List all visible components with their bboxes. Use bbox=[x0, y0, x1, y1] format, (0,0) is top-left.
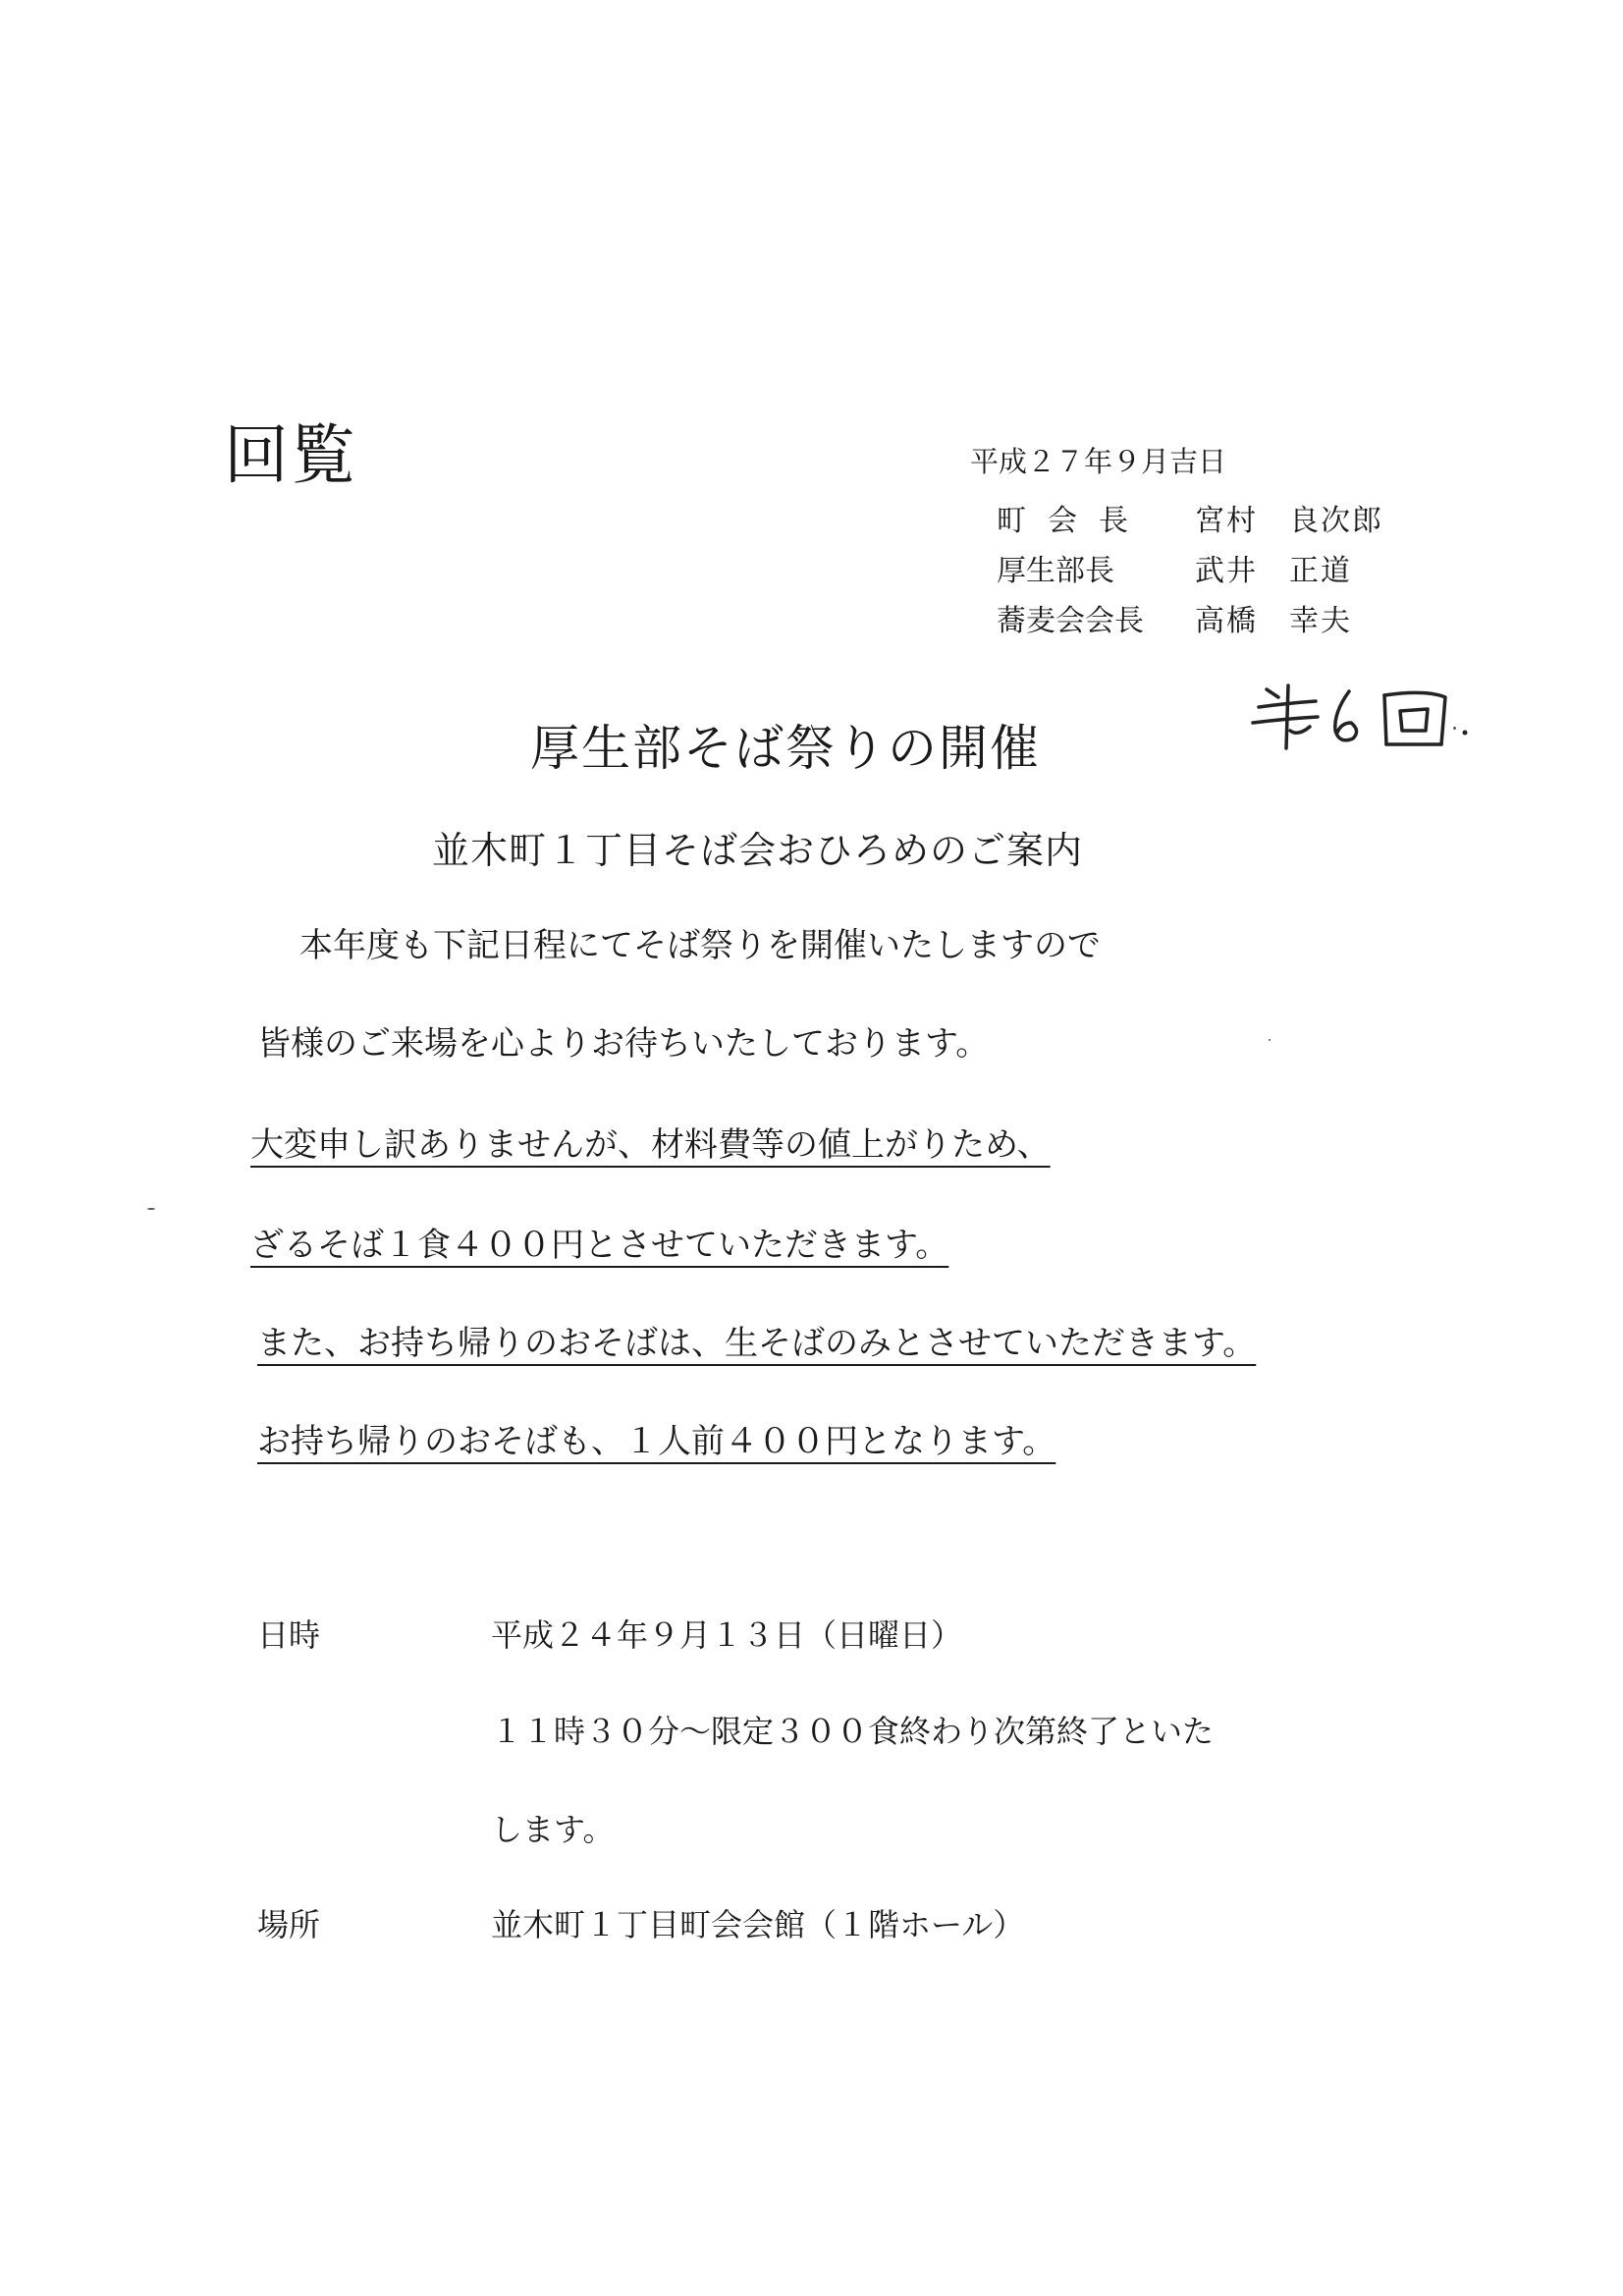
signer-role: 蕎麦会会長 bbox=[997, 604, 1144, 638]
signer-role: 町会長 bbox=[997, 504, 1150, 538]
signer-role: 厚生部長 bbox=[997, 554, 1114, 588]
signer-name: 高橋 幸夫 bbox=[1195, 604, 1352, 638]
price-notice-line: また、お持ち帰りのおそばは、生そばのみとさせていただきます。 bbox=[257, 1324, 1257, 1363]
scan-speck bbox=[1453, 727, 1456, 730]
price-notice-line: お持ち帰りのおそばも、１人前４００円となります。 bbox=[257, 1422, 1056, 1461]
subtitle: 並木町１丁目そば会おひろめのご案内 bbox=[432, 829, 1084, 872]
issue-date: 平成２７年９月吉日 bbox=[970, 445, 1227, 478]
place-value: 並木町１丁目町会会館（１階ホール） bbox=[491, 1906, 1025, 1943]
intro-line: 皆様のご来場を心よりお待ちいたしております。 bbox=[257, 1024, 990, 1064]
place-label: 場所 bbox=[257, 1906, 321, 1943]
date-value: 平成２４年９月１３日（日曜日） bbox=[491, 1616, 963, 1654]
main-title: 厚生部そば祭りの開催 bbox=[530, 720, 1041, 777]
time-value: します。 bbox=[491, 1811, 615, 1848]
signer-name: 宮村 良次郎 bbox=[1195, 504, 1383, 538]
date-label: 日時 bbox=[257, 1616, 321, 1654]
price-notice-line: 大変申し訳ありませんが、材料費等の値上がりため、 bbox=[250, 1125, 1051, 1165]
document-kind-label: 回覧 bbox=[224, 417, 357, 493]
signer-name: 武井 正道 bbox=[1195, 554, 1352, 588]
time-value: １１時３０分～限定３００食終わり次第終了といた bbox=[491, 1713, 1215, 1750]
price-notice-line: ざるそば１食４００円とさせていただきます。 bbox=[250, 1226, 949, 1265]
scan-speck bbox=[1269, 1039, 1271, 1041]
scan-speck bbox=[147, 1208, 155, 1210]
handwritten-note bbox=[1239, 676, 1475, 754]
intro-line: 本年度も下記日程にてそば祭りを開催いたしますので bbox=[299, 926, 1101, 965]
